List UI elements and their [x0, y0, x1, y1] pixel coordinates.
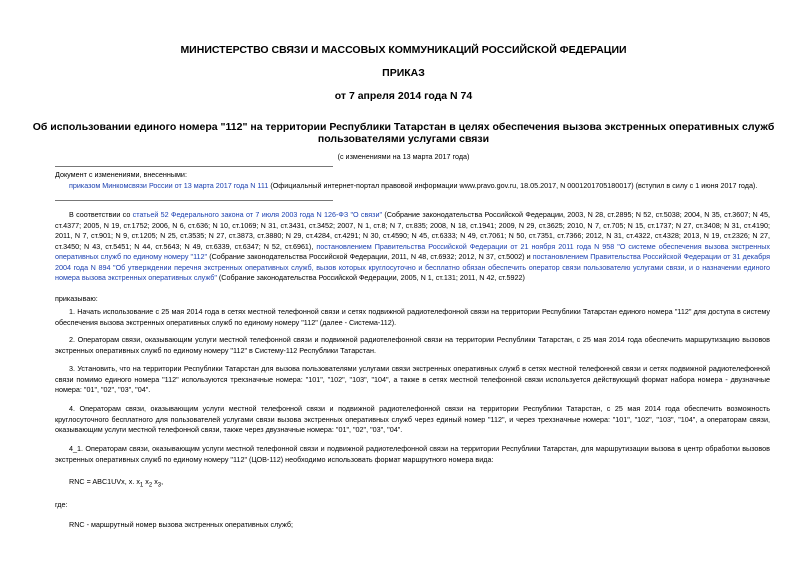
- divider-top: [55, 166, 333, 167]
- formula-sub-2: 2: [148, 482, 153, 489]
- revision-note: (с изменениями на 13 марта 2017 года): [337, 152, 470, 161]
- divider-bottom: [55, 200, 333, 201]
- document-title: Об использовании единого номера "112" на территории Республики Татарстан в целях обеспечения вызова экстренных оперативных служб пользователями услугами связи: [32, 121, 775, 145]
- preamble-paragraph: [55, 210, 770, 284]
- preamble-text-4: (Собрание законодательства Российской Федерации, 2005, N 1, ст.131; 2011, N 42, ст.5922): [216, 273, 525, 282]
- preamble-text-2: (Собрание законодательства Российской Федерации, 2003, N 28, ст.2895; N 52, ст.5038; 2004, N 35, ст.3607; N 45, ст.4377; 2005, N 19, ст.1752; 2006, N 6, ст.636; N 10, ст.1069; N 31, ст.3431, ст.3452; 2007, N 1, ст.8; N 7, ст.835; 2008, N 18, ст.1941; 2009, N 29, ст.3625; 2010, N 7, ст.705; N 15, ст.1737; N 27, ст.3408; N 31, ст.4190; 2011, N 7, ст.901; N 9, ст.1205; N 25, ст.3535; N 27, ст.3873, ст.3880; N 29, ст.4284, ст.4291; N 30, ст.4590; N 45, ст.6333; N 49, ст.7061; N 50, ст.7351, ст.7366; 2012, N 31, ст.4322, ст.4328; 2013, N 19, ст.2326; N 27, ст.3450; N 43, ст.5451; N 44, ст.5643; N 49, ст.6339, ст.6347; N 52, ст.6961),: [55, 210, 770, 251]
- amendments-label: Документ с изменениями, внесенными:: [55, 170, 187, 179]
- ministry-heading: МИНИСТЕРСТВО СВЯЗИ И МАССОВЫХ КОММУНИКАЦИЙ РОССИЙСКОЙ ФЕДЕРАЦИИ: [180, 44, 627, 56]
- formula-sub-3: 3: [157, 482, 162, 489]
- rnc-definition: RNC - маршрутный номер вызова экстренных оперативных служб;: [69, 520, 293, 529]
- amendment-link[interactable]: приказом Минкомсвязи России от 13 марта 2017 года N 111: [69, 181, 269, 190]
- resolution-958-link[interactable]: постановлением Правительства Российской Федерации от 21 ноября 2011 года N 958 "О системе обеспечения вызова экстренных оперативных служб по единому номеру "112": [55, 241, 770, 261]
- formula-text: RNC = ABC1UVx: [69, 477, 125, 486]
- preamble-text-1: В соответствии со: [69, 210, 133, 219]
- amendment-details: (Официальный интернет-портал правовой информации www.pravo.gov.ru, 18.05.2017, N 0001201705180017) (вступил в силу с 1 июня 2017 года).: [268, 181, 758, 190]
- resolution-894-link[interactable]: постановлением Правительства Российской Федерации от 31 декабря 2004 года N 894 "Об утверждении перечня экстренных оперативных служб, вызов которых круглосуточно и бесплатно обязан обеспечить оператор связи пользователю услугами связи, и о назначении единого номера вызова экстренных оперативных служб": [55, 252, 771, 282]
- where-label: где:: [55, 500, 68, 509]
- item-2: 2. Операторам связи, оказывающим услуги местной телефонной связи и подвижной радиотелефонной связи на территории Республики Татарстан, с 25 мая 2014 года обеспечить маршрутизацию вызовов экстренных оперативных служб по единому номеру "112" в Систему-112 Республики Татарстан.: [55, 335, 770, 355]
- item-1: 1. Начать использование с 25 мая 2014 года в сетях местной телефонной связи и сетях подвижной радиотелефонной связи на территории Республики Татарстан единого номера "112" для доступа в систему обеспечения вызова экстренных оперативных служб по единому номеру "112" (далее - Система-112).: [55, 307, 770, 327]
- preamble-text-3: (Собрание законодательства Российской Федерации, 2011, N 48, ст.6932; 2012, N 37, ст.5002) и: [207, 252, 533, 261]
- formula-sub-1: 1: [139, 482, 144, 489]
- routing-formula: RNC = ABC1UVx, x. $x_1$ $x_2$ $x_3$,: [69, 477, 164, 489]
- doc-type-heading: ПРИКАЗ: [382, 67, 425, 79]
- amendments-entry: [55, 181, 770, 192]
- item-3: 3. Установить, что на территории Республики Татарстан для вызова пользователями услугами связи экстренных оперативных служб в сетях местной телефонной связи и сетях подвижной радиотелефонной связи помимо единого номера "112" используются трехзначные номера: "101", "102", "103", "104", а также в сетях местной телефонной связи используется действующий формат набора номера - двузначные номера: "01", "02", "03", "04".: [55, 364, 770, 394]
- date-number-heading: от 7 апреля 2014 года N 74: [334, 90, 473, 102]
- item-4: 4. Операторам связи, оказывающим услуги местной телефонной связи и подвижной радиотелефонной связи на территории Республики Татарстан, с 25 мая 2014 года обеспечить возможность круглосуточного бесплатного для пользователей услугами связи вызова экстренных оперативных служб через единый номер "112", и через трехзначные номера: "101", "102", "103", "104", а операторам связи, оказывающим услуги местной телефонной связи, также через двузначные номера: "01", "02", "03", "04".: [55, 404, 770, 434]
- item-4-1: 4_1. Операторам связи, оказывающим услуги местной телефонной связи и подвижной радиотелефонной связи на территории Республики Татарстан, для маршрутизации вызова в центр обработки вызовов экстренных оперативных служб по единому номеру "112" (ЦОВ-112) необходимо использовать формат маршрутного номера вида:: [55, 444, 770, 464]
- law-link[interactable]: статьей 52 Федерального закона от 7 июля 2003 года N 126-ФЗ "О связи": [132, 210, 383, 219]
- order-word: приказываю:: [55, 294, 98, 303]
